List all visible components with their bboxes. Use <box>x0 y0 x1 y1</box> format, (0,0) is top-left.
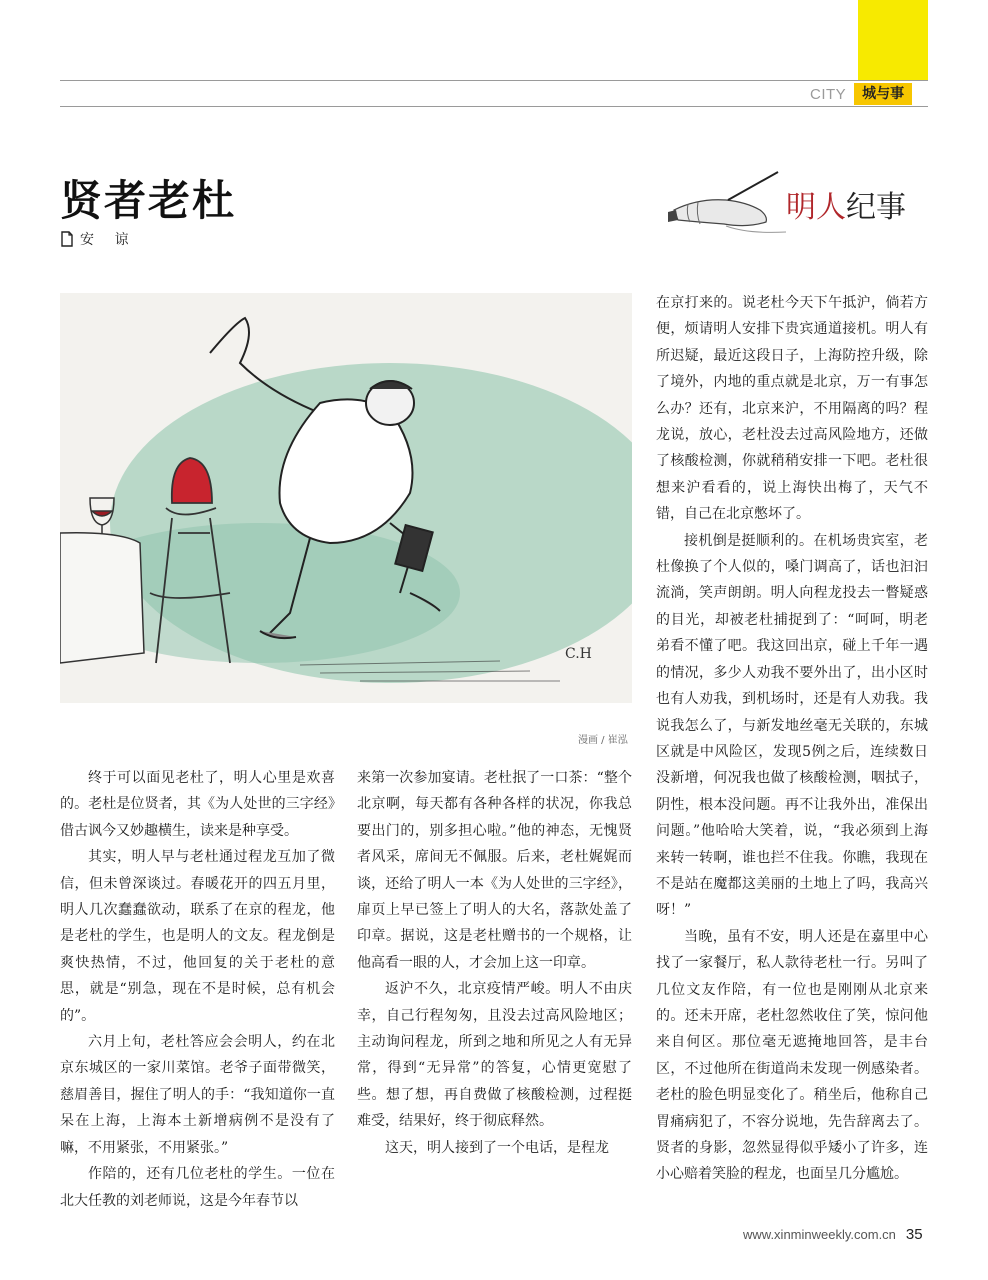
page-number: 35 <box>905 1226 923 1243</box>
column-logo-part2: 纪事 <box>846 190 906 225</box>
paragraph: 终于可以面见老杜了，明人心里是欢喜的。老杜是位贤者，其《为人处世的三字经》借古讽今又妙趣横生，读来是种享受。 <box>60 770 335 839</box>
table <box>60 533 144 663</box>
pen-icon <box>60 231 74 247</box>
paragraph: 六月上旬，老杜答应会会明人，约在北京东城区的一家川菜馆。老爷子面带微笑，慈眉善目，握住了明人的手：“我知道你一直呆在上海，上海本土新增病例不是没有了嘛，不用紧张，不用紧张。” <box>60 1034 335 1156</box>
footer-url[interactable]: www.xinminweekly.com.cn <box>743 1227 896 1242</box>
illustration-caption: 漫画 / 崔泓 <box>578 735 628 746</box>
paragraph: 其实，明人早与老杜通过程龙互加了微信，但未曾深谈过。春暖花开的四五月里，明人几次蠢蠢欲动，联系了在京的程龙，他是老杜的学生，也是明人的文友。程龙倒是爽快热情，不过，他回复的关于老杜的意思，就是“别急，现在不是时候，总有机会的”。 <box>60 849 335 1024</box>
yellow-tab <box>858 0 928 80</box>
author-byline <box>60 229 136 249</box>
cartoon-illustration <box>60 293 632 703</box>
body-column-1 <box>60 765 335 1214</box>
author-name: 安 谅 <box>80 232 137 248</box>
paragraph: 当晚，虽有不安，明人还是在嘉里中心找了一家餐厅，私人款待老杜一行。另叫了几位文友作陪，有一位也是刚刚从北京来的。还未开席，老杜忽然收住了笑，惊问他来自何区。那位毫无遮掩地回答，是丰台区，不过他所在街道尚未发现一例感染者。老杜的脸色明显变化了。稍坐后，他称自己胃痛病犯了，不容分说地，先告辞离去了。贤者的身影，忽然显得似乎矮小了许多，连小心赔着笑脸的程龙，也面呈几分尴尬。 <box>656 928 928 1183</box>
illustration-signature: C.H <box>565 646 592 662</box>
paragraph: 来第一次参加宴请。老杜抿了一口茶：“整个北京啊，每天都有各种各样的状况，你我总要出门的，别多担心啦。”他的神态，无愧贤者风采，席间无不佩服。后来，老杜娓娓而谈，还给了明人一本《为人处世的三字经》，扉页上早已签上了明人的大名，落款处盖了印章。据说，这是老杜赠书的一个规格，让他高看一眼的人，才会加上这一印章。 <box>357 770 632 971</box>
hand-writing-icon <box>668 170 788 242</box>
article-title: 贤者老杜 <box>60 176 237 225</box>
body-column-3 <box>656 290 928 1188</box>
column-logo <box>668 170 930 242</box>
paragraph: 返沪不久，北京疫情严峻。明人不由庆幸，自己行程匆匆，且没去过高风险地区；主动询问程龙，所到之地和所见之人有无异常，得到“无异常”的答复，心情更宽慰了些。想了想，再自费做了核酸检测，过程挺难受，结果好，终于彻底释然。 <box>357 981 632 1130</box>
header-rule-top <box>60 80 928 81</box>
paragraph: 作陪的，还有几位老杜的学生。一位在北大任教的刘老师说，这是今年春节以 <box>60 1166 335 1209</box>
page-footer <box>743 1226 923 1243</box>
paragraph: 这天，明人接到了一个电话，是程龙 <box>385 1139 609 1156</box>
body-column-2 <box>357 765 632 1161</box>
paragraph: 在京打来的。说老杜今天下午抵沪，倘若方便，烦请明人安排下贵宾通道接机。明人有所迟疑，最近这段日子，上海防控升级，除了境外，内地的重点就是北京，万一有事怎么办？还有，北京来沪，不用隔离的吗？程龙说，放心，老杜没去过高风险地方，还做了核酸检测，你就稍稍安排一下吧。老杜很想来沪看看的，说上海快出梅了，天气不错，自己在北京憋坏了。 <box>656 295 928 523</box>
column-logo-part1: 明人 <box>786 190 846 225</box>
paragraph: 接机倒是挺顺利的。在机场贵宾室，老杜像换了个人似的，嗓门调高了，话也汩汩流淌，笑声朗朗。明人向程龙投去一瞥疑惑的目光，却被老杜捕捉到了：“呵呵，明老弟看不懂了吧。我这回出京，碰上千年一遇的情况，多少人劝我不要外出了，出小区时也有人劝我，到机场时，还是有人劝我。我说我怎么了，与新发地丝毫无关联的，东城区就是中风险区，发现5例之后，连续数日没新增，何况我也做了核酸检测，咽拭子，阴性，根本没问题。再不让我外出，准保出问题。”他哈哈大笑着，说，“我必须到上海来转一转啊，谁也拦不住我。你瞧，我现在不是站在魔都这美丽的土地上了吗，我高兴呀！” <box>656 532 928 919</box>
header-rule-bottom <box>60 106 928 107</box>
section-label-cn: 城与事 <box>854 83 912 105</box>
section-label-en: CITY <box>810 85 847 103</box>
column-logo-text <box>786 182 906 226</box>
section-label <box>810 83 912 105</box>
